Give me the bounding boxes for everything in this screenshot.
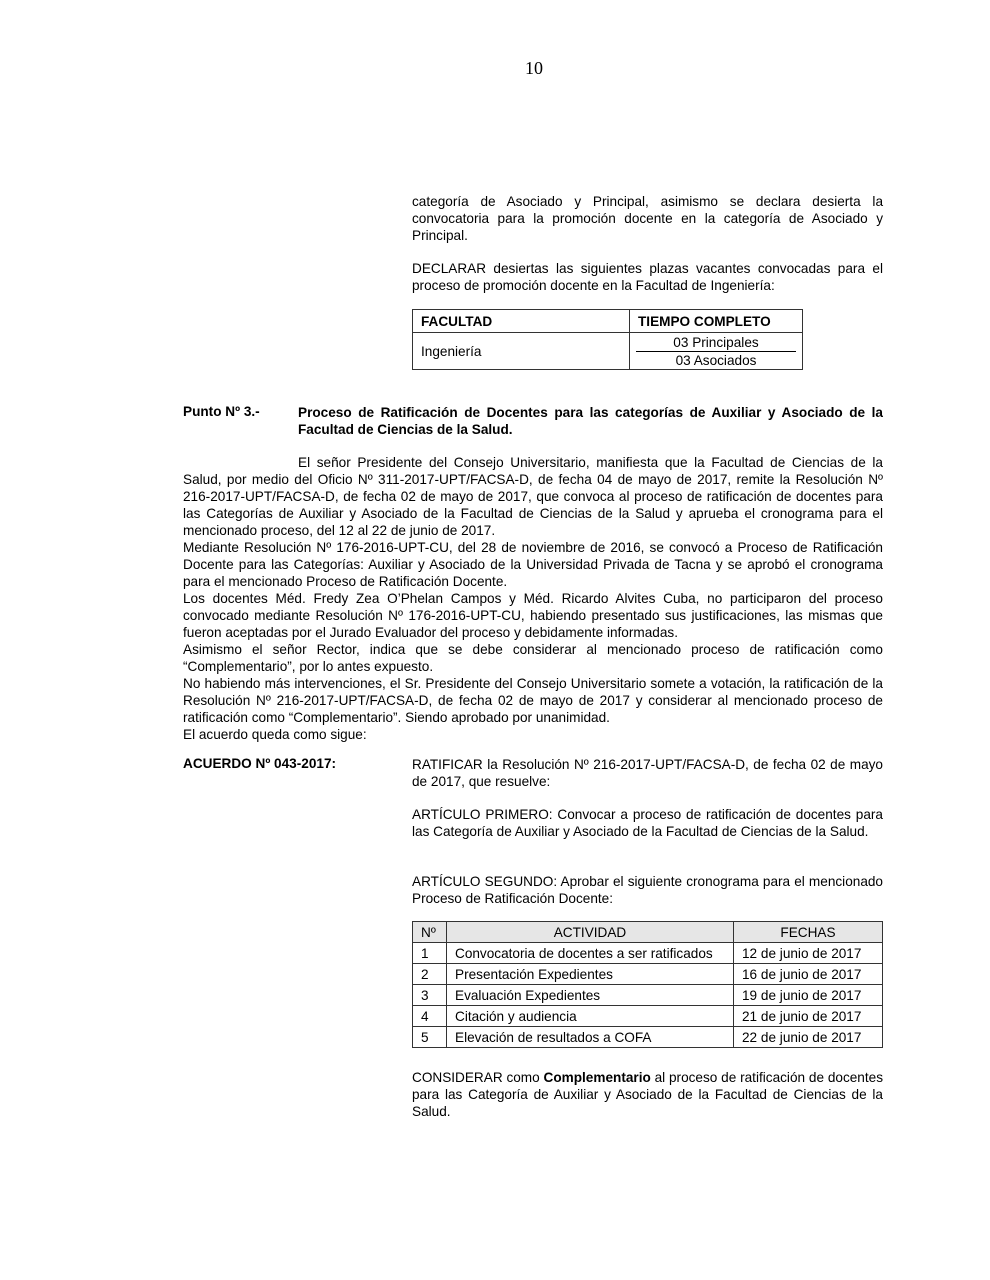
positions-cell xyxy=(630,333,803,370)
faculty-vacancies-table xyxy=(412,309,803,370)
header-number: Nº xyxy=(413,922,447,943)
paragraph-declarar-desiertas: DECLARAR desiertas las siguientes plazas vacantes convocadas para el proceso de promoción docente en la Facultad de Ingeniería: xyxy=(412,261,883,293)
section-body xyxy=(183,454,883,743)
row-number: 1 xyxy=(413,943,447,964)
row-activity: Citación y audiencia xyxy=(447,1006,734,1027)
row-number: 2 xyxy=(413,964,447,985)
considerar-bold-term: Complementario xyxy=(543,1070,651,1085)
section-title: Proceso de Ratificación de Docentes para las categorías de Auxiliar y Asociado de la Facultad de Ciencias de la Salud. xyxy=(298,405,883,437)
schedule-table xyxy=(412,921,883,1048)
table-row xyxy=(413,985,883,1006)
row-date: 21 de junio de 2017 xyxy=(734,1006,883,1027)
paragraph-articulo-primero: ARTÍCULO PRIMERO: Convocar a proceso de ratificación de docentes para las Categoría de Auxiliar y Asociado de la Facultad de Ciencias de la Salud. xyxy=(412,807,883,839)
header-fechas: FECHAS xyxy=(734,922,883,943)
body-paragraph: Los docentes Méd. Fredy Zea O’Phelan Campos y Méd. Ricardo Alvites Cuba, no participaron del proceso convocado mediante Resolución Nº 176-2016-UPT-CU, habiendo presentado sus justificaciones, las mismas que fueron aceptadas por el Jurado Evaluador del proceso y debidamente informadas. xyxy=(183,591,883,640)
position-asociados: 03 Asociados xyxy=(675,352,757,368)
table-row xyxy=(413,1006,883,1027)
row-activity: Evaluación Expedientes xyxy=(447,985,734,1006)
row-activity: Presentación Expedientes xyxy=(447,964,734,985)
paragraph-desierta-categoria: categoría de Asociado y Principal, asimismo se declara desierta la convocatoria para la promoción docente en la categoría de Asociado y Principal. xyxy=(412,194,883,243)
table-row xyxy=(413,964,883,985)
table-header-row xyxy=(413,922,883,943)
row-number: 4 xyxy=(413,1006,447,1027)
row-activity: Convocatoria de docentes a ser ratificados xyxy=(447,943,734,964)
header-tiempo-completo: TIEMPO COMPLETO xyxy=(630,310,803,333)
paragraph-ratificar: RATIFICAR la Resolución Nº 216-2017-UPT/FACSA-D, de fecha 02 de mayo de 2017, que resuelve: xyxy=(412,757,883,789)
body-paragraph: Mediante Resolución Nº 176-2016-UPT-CU, del 28 de noviembre de 2016, se convocó a Proceso de Ratificación Docente para las Categorías: Auxiliar y Asociado de la Universidad Privada de Tacna y se aprobó el cronograma para el mencionado Proceso de Ratificación Docente. xyxy=(183,540,883,589)
row-number: 5 xyxy=(413,1027,447,1048)
body-paragraph: El señor Presidente del Consejo Universitario, manifiesta que la Facultad de Ciencias de la Salud, por medio del Oficio Nº 311-2017-UPT/FACSA-D, de fecha 04 de mayo de 2017, remite la Resolución Nº 216-2017-UPT/FACSA-D, de fecha 02 de mayo de 2017, que convoca al proceso de ratificación de docentes para las Categorías de Auxiliar y Asociado de la Facultad de Ciencias de la Salud y aprueba el cronograma para el mencionado proceso, del 12 al 22 de junio de 2017. xyxy=(183,455,883,538)
faculty-name: Ingeniería xyxy=(413,333,630,370)
paragraph-considerar xyxy=(412,1069,883,1120)
header-facultad: FACULTAD xyxy=(413,310,630,333)
table-row xyxy=(413,333,803,370)
row-number: 3 xyxy=(413,985,447,1006)
considerar-text-start: CONSIDERAR como xyxy=(412,1070,544,1085)
table-header-row xyxy=(413,310,803,333)
page-number: 10 xyxy=(525,58,543,78)
body-paragraph: Asimismo el señor Rector, indica que se debe considerar al mencionado proceso de ratificación como “Complementario”, por lo antes expuesto. xyxy=(183,642,883,674)
row-date: 16 de junio de 2017 xyxy=(734,964,883,985)
considerar-text-end: al proceso de ratificación de docentes para las Categoría de Auxiliar y Asociado de la Facultad de Ciencias de la Salud. xyxy=(412,1070,883,1119)
row-date: 12 de junio de 2017 xyxy=(734,943,883,964)
body-paragraph: No habiendo más intervenciones, el Sr. Presidente del Consejo Universitario somete a votación, la ratificación de la Resolución Nº 216-2017-UPT/FACSA-D, de fecha 02 de mayo de 2017 y considerar al mencionado proceso de ratificación como “Complementario”. Siendo aprobado por unanimidad. xyxy=(183,676,883,725)
table-row xyxy=(413,1027,883,1048)
acuerdo-label: ACUERDO Nº 043-2017: xyxy=(183,756,337,771)
row-date: 22 de junio de 2017 xyxy=(734,1027,883,1048)
paragraph-articulo-segundo: ARTÍCULO SEGUNDO: Aprobar el siguiente cronograma para el mencionado Proceso de Ratificación Docente: xyxy=(412,874,883,906)
row-activity: Elevación de resultados a COFA xyxy=(447,1027,734,1048)
section-label: Punto Nº 3.- xyxy=(183,404,260,419)
position-principales: 03 Principales xyxy=(636,334,796,352)
row-date: 19 de junio de 2017 xyxy=(734,985,883,1006)
header-actividad: ACTIVIDAD xyxy=(447,922,734,943)
body-paragraph: El acuerdo queda como sigue: xyxy=(183,727,367,742)
table-row xyxy=(413,943,883,964)
